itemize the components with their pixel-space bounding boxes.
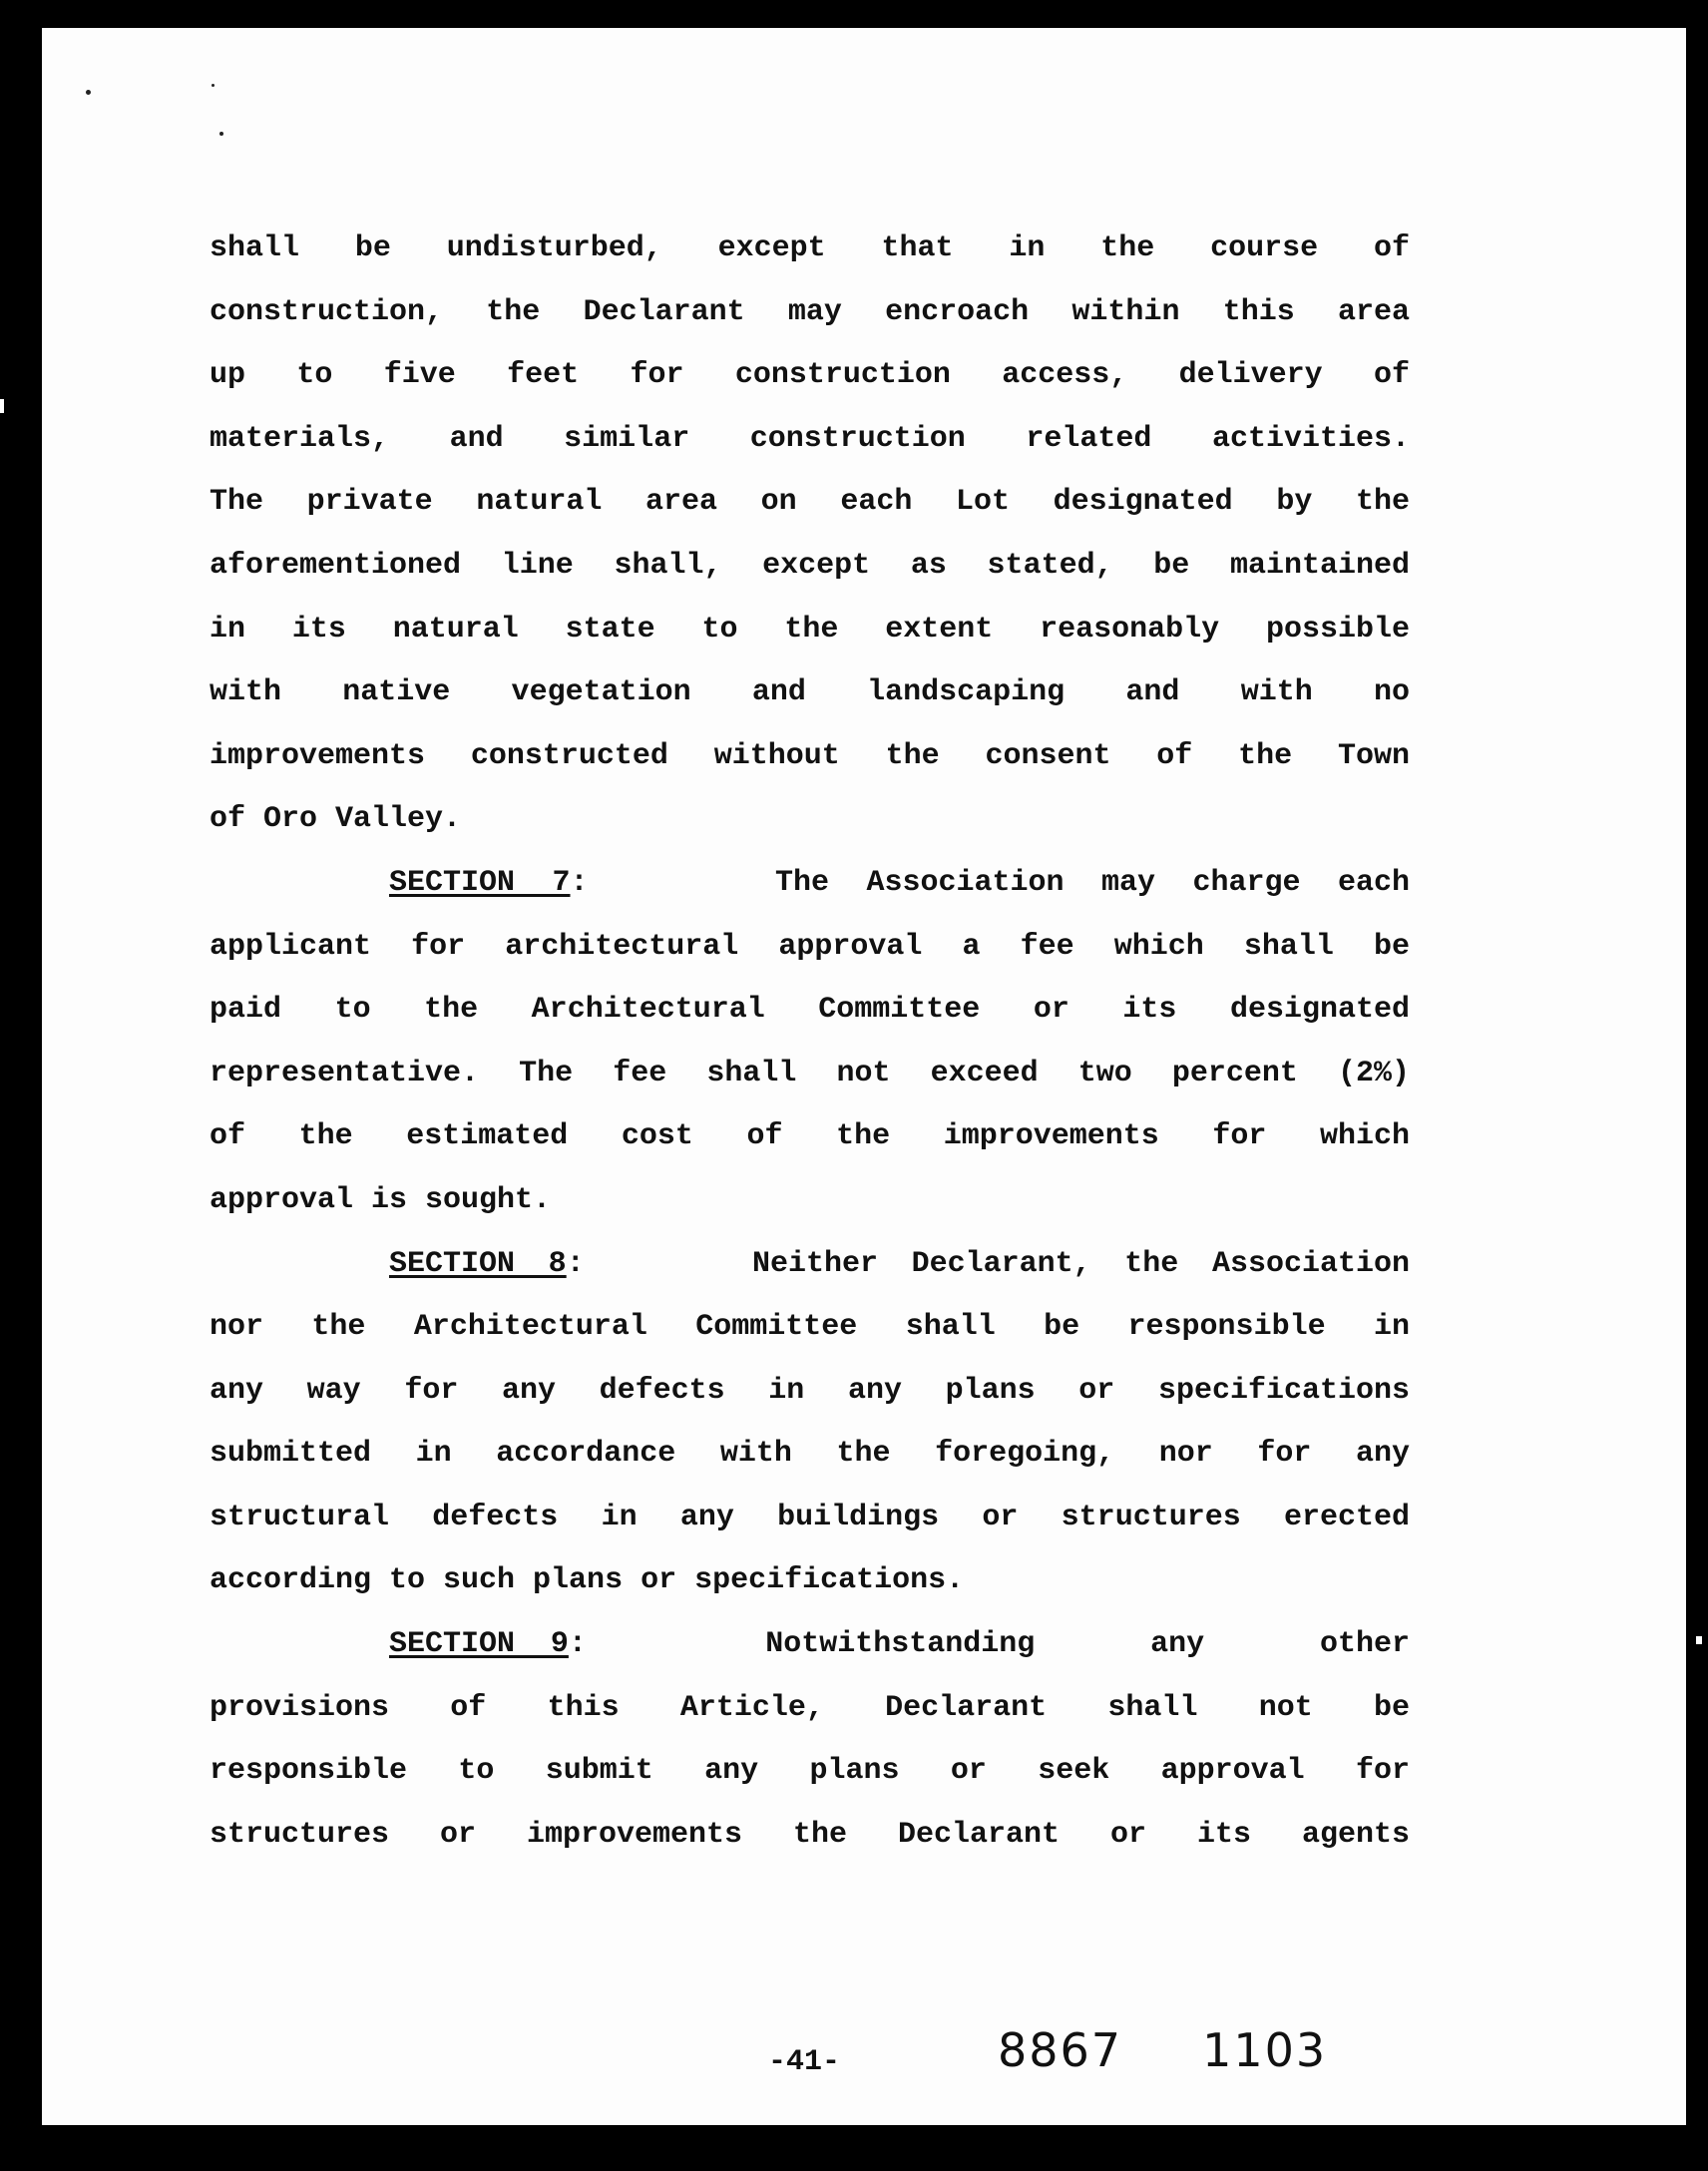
text-line: with native vegetation and landscaping and with no xyxy=(210,675,1410,710)
text-line: shall be undisturbed, except that in the course of xyxy=(210,231,1410,265)
text-line: structures or improvements the Declarant or its agents xyxy=(210,1817,1410,1852)
document-page xyxy=(42,28,1686,2125)
text-line: applicant for architectural approval a fee which shall be xyxy=(210,929,1410,964)
section-9-heading: SECTION 9 xyxy=(389,1627,569,1662)
scan-speck xyxy=(212,84,214,87)
text-line: nor the Architectural Committee shall be responsible in xyxy=(210,1310,1410,1345)
text-line: of Oro Valley. xyxy=(210,802,462,837)
page-number: -41- xyxy=(768,2045,841,2079)
recording-stamp xyxy=(998,2023,1327,2077)
section-8 xyxy=(210,1233,1410,1614)
text-line: materials, and similar construction related activities. xyxy=(210,421,1410,456)
section-9-first-line: SECTION 9: Notwithstanding any other xyxy=(389,1627,1410,1662)
section-8-heading: SECTION 8 xyxy=(389,1246,567,1281)
stamp-book-number: 8867 xyxy=(998,2023,1123,2077)
scan-speck xyxy=(86,90,91,95)
body-text xyxy=(210,217,1410,1867)
text-line: any way for any defects in any plans or specifications xyxy=(210,1373,1410,1408)
section-7-heading: SECTION 7 xyxy=(389,865,571,900)
scan-speck xyxy=(219,132,223,136)
paragraph-continuation xyxy=(210,217,1410,852)
text-line: aforementioned line shall, except as stated, be maintained xyxy=(210,548,1410,583)
text-line: The private natural area on each Lot designated by the xyxy=(210,485,1410,520)
text-line: approval is sought. xyxy=(210,1182,552,1217)
text-line: paid to the Architectural Committee or its designated xyxy=(210,993,1410,1028)
text-line: submitted in accordance with the foregoing, nor for any xyxy=(210,1437,1410,1472)
text-line: construction, the Declarant may encroach within this area xyxy=(210,294,1410,329)
text-run: Notwithstanding any other xyxy=(765,1627,1410,1662)
section-7 xyxy=(210,852,1410,1233)
section-7-first-line: SECTION 7: The Association may charge each xyxy=(389,865,1410,900)
text-line: representative. The fee shall not exceed two percent (2%) xyxy=(210,1056,1410,1090)
text-line: according to such plans or specifications. xyxy=(210,1563,965,1598)
section-8-first-line: SECTION 8: Neither Declarant, the Association xyxy=(389,1246,1410,1281)
text-run: Neither Declarant, the Association xyxy=(751,1246,1410,1281)
text-line: up to five feet for construction access, delivery of xyxy=(210,358,1410,393)
section-9 xyxy=(210,1613,1410,1867)
scan-edge-mark xyxy=(1696,1636,1702,1644)
text-line: structural defects in any buildings or structures erected xyxy=(210,1500,1410,1534)
stamp-page-number: 1103 xyxy=(1202,2023,1328,2077)
text-line: of the estimated cost of the improvements for which xyxy=(210,1119,1410,1154)
text-line: responsible to submit any plans or seek approval for xyxy=(210,1754,1410,1789)
text-line: provisions of this Article, Declarant shall not be xyxy=(210,1690,1410,1725)
text-line: in its natural state to the extent reasonably possible xyxy=(210,612,1410,647)
scan-edge-mark xyxy=(0,399,4,413)
text-line: improvements constructed without the consent of the Town xyxy=(210,738,1410,773)
text-run: The Association may charge each xyxy=(774,865,1410,900)
